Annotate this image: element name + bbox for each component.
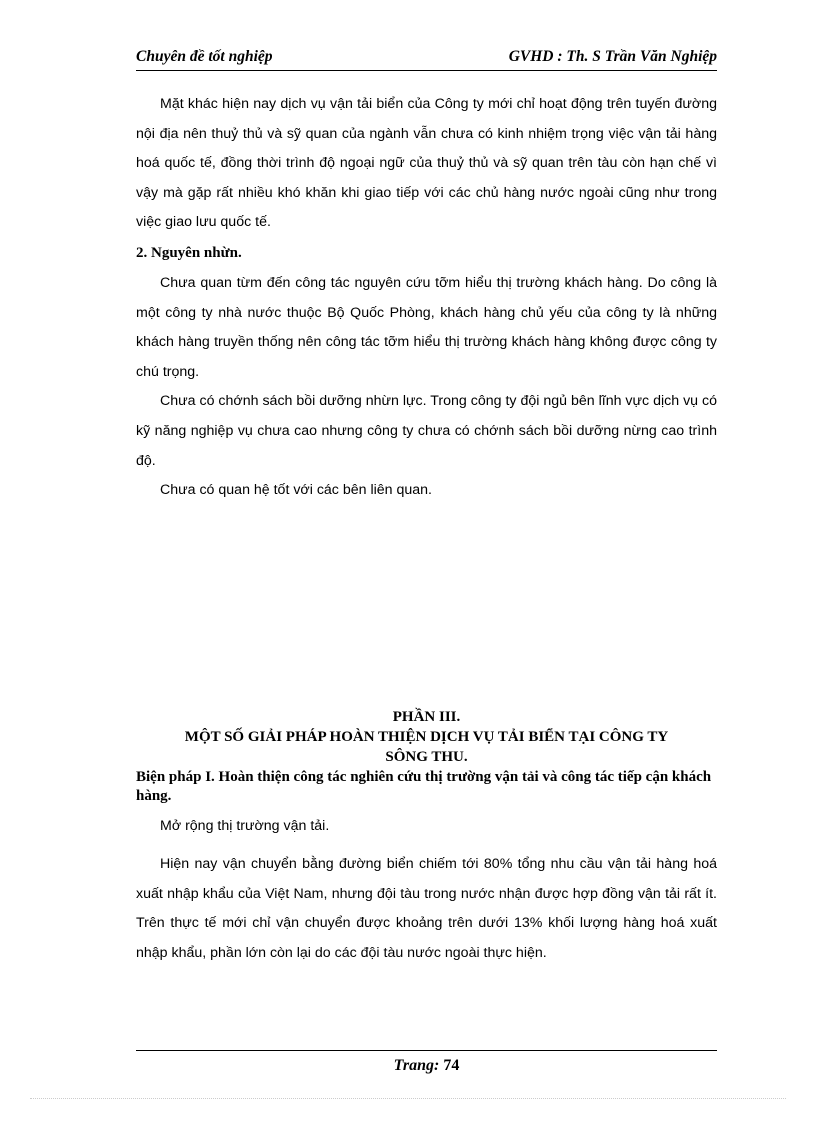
page-number: 74: [443, 1057, 460, 1074]
subheading-block: [136, 812, 717, 842]
header-advisor: GVHD : Th. S Trần Văn Nghiệp: [508, 48, 717, 65]
paragraph-block-3: [136, 850, 717, 968]
paragraph: Chưa quan từm đến công tác nguyên cứu tỡm hiểu thị trường khách hàng. Do công là một công ty nhà nước thuộc Bộ Quốc Phòng, khách hàng chủ yếu của công ty là những khách hàng truyền thống nên công tác tỡm hiểu thị trường khách hàng không được công ty chú trọng.: [136, 275, 717, 380]
subheading: Mở rộng thị trường vận tải.: [160, 818, 330, 834]
paragraph: Mặt khác hiện nay dịch vụ vận tải biển của Công ty mới chỉ hoạt động trên tuyến đường nội địa nên thuỷ thủ và sỹ quan của ngành vẫn chưa có kinh nhiệm trọng việc vận tải hàng hoá quốc tế, đồng thời trình độ ngoại ngữ của thuỷ thủ và sỹ quan trên tàu còn hạn chế vì vậy mà gặp rất nhiều khó khăn khi giao tiếp với các chủ hàng nước ngoài cũng như trong việc giao lưu quốc tế.: [136, 96, 717, 231]
page-footer: [136, 1057, 717, 1075]
part-label: PHẦN III.: [392, 709, 461, 725]
measure-heading: Biện pháp I. Hoàn thiện công tác nghiên cứu thị trường vận tải và công tác tiếp cận khách hàng.: [136, 769, 712, 804]
paragraph: Chưa có chớnh sách bồi dưỡng nhừn lực. Trong công ty đội ngủ bên lĩnh vực dịch vụ có kỹ năng nghiệp vụ chưa cao nhưng công ty chưa có chớnh sách bồi dưỡng nừng cao trình độ.: [136, 393, 717, 469]
paragraph-block-1: [136, 90, 717, 238]
footer-divider: [136, 1050, 717, 1051]
header-title: Chuyên đề tốt nghiệp: [136, 48, 273, 65]
paragraph-block-2: [136, 269, 717, 506]
paragraph: Hiện nay vận chuyển bằng đường biển chiếm tới 80% tổng nhu cầu vận tải hàng hoá xuất nhập khẩu của Việt Nam, nhưng đội tàu trong nước nhận được hợp đồng vận tải rất ít. Trên thực tế mới chỉ vận chuyển được khoảng trên dưới 13% khối lượng hàng hoá xuất nhập khẩu, phần lớn còn lại do các đội tàu nước ngoài thực hiện.: [136, 856, 717, 961]
page-header: [136, 46, 717, 71]
part-title-line-1: MỘT SỐ GIẢI PHÁP HOÀN THIỆN DỊCH VỤ TẢI BIỂN TẠI CÔNG TY: [184, 729, 669, 745]
part-title-line-2: SÔNG THU.: [385, 749, 468, 765]
page-label: Trang:: [393, 1057, 440, 1074]
paragraph: Chưa có quan hệ tốt với các bên liên quan.: [160, 482, 432, 499]
section-heading-causes: 2. Nguyên nhừn.: [136, 245, 242, 261]
page-edge-line: [30, 1098, 786, 1099]
